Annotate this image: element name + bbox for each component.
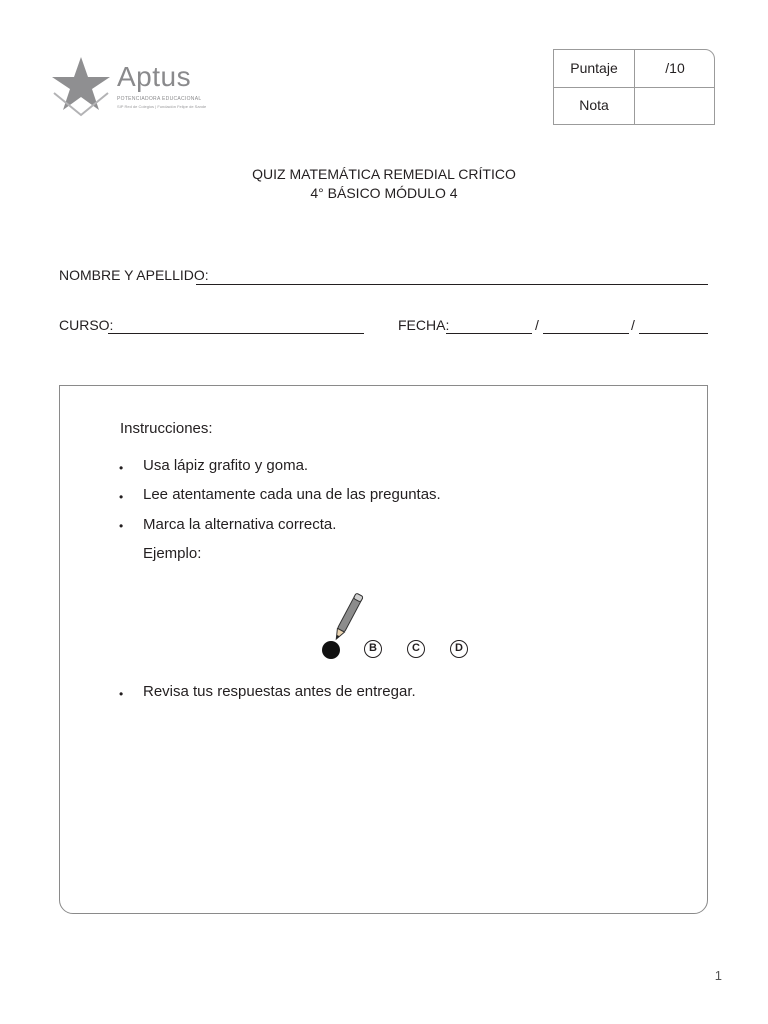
logo-tagline: SIP Red de Colegios | Fundación Felipe de Sande — [117, 104, 207, 109]
bullet-icon: • — [119, 687, 124, 701]
instructions-title: Instrucciones: — [120, 420, 213, 437]
logo-brand: Aptus — [117, 61, 192, 92]
answer-bubble-b[interactable]: B — [364, 640, 382, 658]
name-field[interactable] — [196, 284, 708, 285]
star-logo-icon — [50, 55, 114, 119]
bullet-icon: • — [119, 461, 124, 475]
instruction-item: Lee atentamente cada una de las preguntas. — [143, 486, 441, 503]
course-label: CURSO: — [59, 317, 114, 333]
grade-value[interactable] — [635, 87, 715, 124]
score-table — [553, 49, 715, 125]
logo-subtitle: POTENCIADORA EDUCACIONAL — [117, 96, 202, 102]
instruction-item: Usa lápiz grafito y goma. — [143, 457, 309, 474]
filled-answer-bubble[interactable] — [322, 641, 340, 659]
grade-label: Nota — [579, 97, 609, 113]
aptus-logo — [50, 55, 207, 120]
bullet-icon: • — [119, 490, 124, 504]
date-month-field[interactable] — [543, 333, 629, 334]
name-label: NOMBRE Y APELLIDO: — [59, 267, 209, 283]
instruction-item: Marca la alternativa correcta. — [143, 516, 337, 533]
bullet-icon: • — [119, 519, 124, 533]
grade-row — [554, 87, 714, 124]
page-number: 1 — [714, 968, 722, 983]
date-year-field[interactable] — [639, 333, 708, 334]
course-field[interactable] — [108, 333, 364, 334]
answer-bubble-d[interactable]: D — [450, 640, 468, 658]
quiz-subtitle: 4° BÁSICO MÓDULO 4 — [310, 185, 458, 201]
score-label: Puntaje — [570, 60, 618, 76]
date-separator: / — [631, 317, 635, 333]
score-row — [554, 50, 714, 88]
example-label: Ejemplo: — [143, 545, 202, 562]
quiz-title: QUIZ MATEMÁTICA REMEDIAL CRÍTICO — [252, 166, 516, 182]
date-day-field[interactable] — [446, 333, 532, 334]
pencil-icon — [330, 590, 366, 644]
date-separator: / — [535, 317, 539, 333]
answer-bubble-c[interactable]: C — [407, 640, 425, 658]
instruction-item: Revisa tus respuestas antes de entregar. — [143, 683, 416, 700]
score-value[interactable]: /10 — [665, 60, 685, 76]
date-label: FECHA: — [398, 317, 450, 333]
